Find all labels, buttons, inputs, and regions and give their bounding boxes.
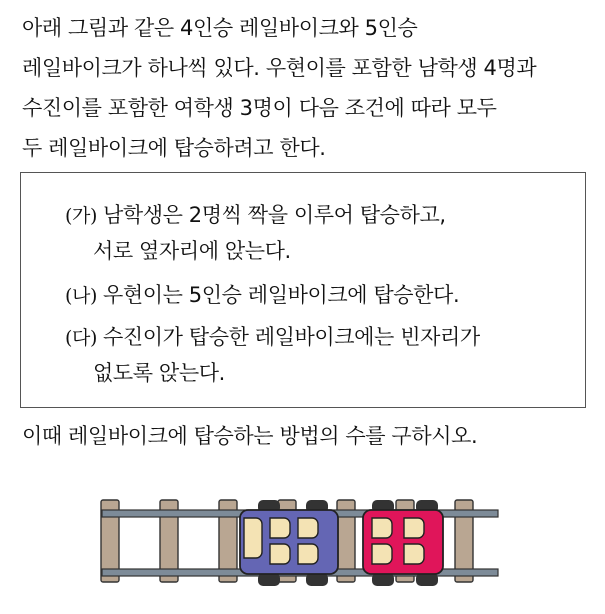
railbike-4-seat — [363, 500, 443, 586]
condition-tag: (나) — [65, 285, 97, 307]
condition-ga — [65, 199, 446, 229]
condition-text: 우현이는 5인승 레일바이크에 탑승한다. — [102, 283, 460, 307]
condition-da — [65, 321, 480, 351]
conditions-box — [20, 172, 586, 408]
condition-text: 서로 옆자리에 앉는다. — [93, 239, 291, 263]
intro-line: 수진이를 포함한 여학생 3명이 다음 조건에 따라 모두 — [22, 96, 497, 120]
seat — [244, 518, 262, 558]
seat — [270, 518, 290, 538]
problem-intro — [22, 8, 597, 168]
seat — [372, 518, 392, 538]
railbike-5-seat — [240, 500, 338, 586]
wheel — [416, 573, 438, 586]
seat — [298, 544, 318, 564]
intro-line: 아래 그림과 같은 4인승 레일바이크와 5인승 — [22, 16, 418, 40]
wheel — [306, 573, 328, 586]
question: 이때 레일바이크에 탑승하는 방법의 수를 구하시오. — [22, 424, 478, 448]
seat — [298, 518, 318, 538]
seat — [404, 544, 424, 564]
condition-tag: (가) — [65, 205, 97, 227]
seat — [372, 544, 392, 564]
condition-na — [65, 279, 459, 309]
wheel — [372, 573, 394, 586]
condition-tag: (다) — [65, 327, 97, 349]
wheel — [258, 573, 280, 586]
condition-text: 없도록 앉는다. — [93, 361, 225, 385]
intro-line: 레일바이크가 하나씩 있다. 우현이를 포함한 남학생 4명과 — [22, 56, 537, 80]
seat — [404, 518, 424, 538]
seat — [270, 544, 290, 564]
condition-text: 수진이가 탑승한 레일바이크에는 빈자리가 — [102, 325, 480, 349]
intro-line: 두 레일바이크에 탑승하려고 한다. — [22, 136, 326, 160]
condition-text: 남학생은 2명씩 짝을 이루어 탑승하고, — [102, 203, 446, 227]
railbike-figure — [0, 470, 605, 614]
